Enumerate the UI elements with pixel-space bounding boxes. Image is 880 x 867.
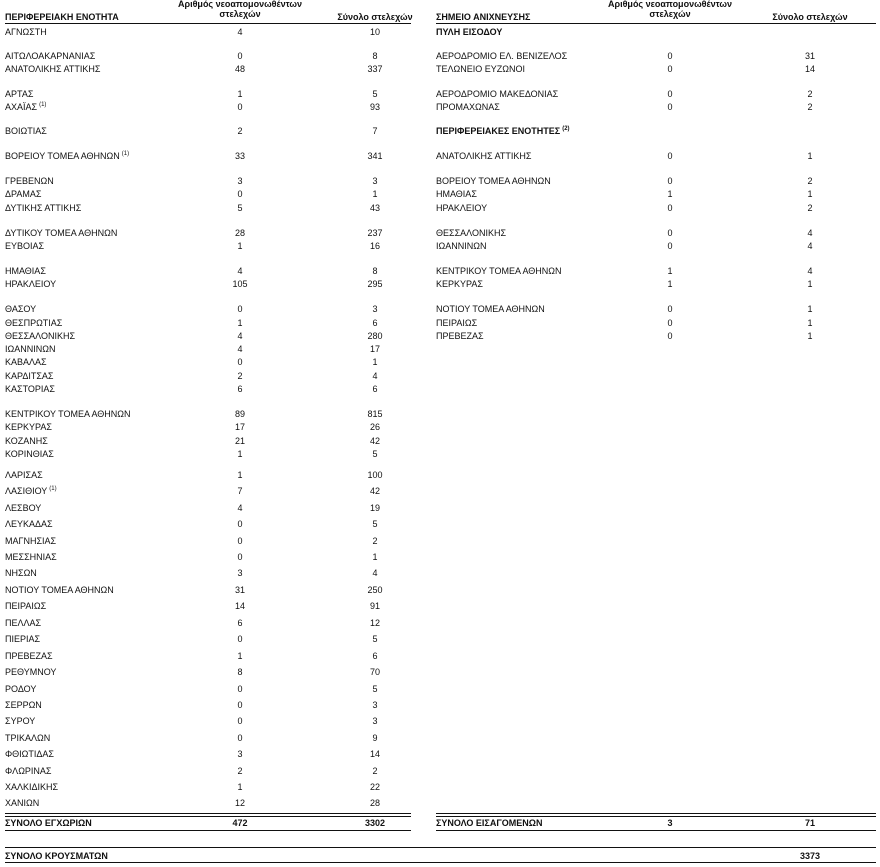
right-row-name [436,27,502,38]
left-row-total: 26 [369,422,380,432]
left-row-isolated: 105 [232,279,248,289]
left-row-isolated: 1 [237,782,243,792]
left-row-isolated: 0 [237,700,243,710]
left-total-rule [5,813,411,817]
left-row-name [5,536,56,547]
right-row-isolated: 0 [667,304,673,314]
left-row-total: 7 [372,126,378,136]
left-row-isolated: 0 [237,634,243,644]
right-row-total: 2 [807,176,813,186]
left-row-total: 280 [367,331,383,341]
row-label: ΗΡΑΚΛΕΙΟΥ [436,203,488,213]
left-row-name [5,126,47,137]
left-row-name [5,203,81,214]
left-row-total: 42 [369,486,380,496]
left-row-name [5,357,47,368]
row-label: ΒΟΙΩΤΙΑΣ [5,126,47,136]
row-label: ΑΕΡΟΔΡΟΜΙΟ ΜΑΚΕΔΟΝΙΑΣ [436,89,559,99]
right-row-name [436,228,506,239]
right-row-isolated: 0 [667,64,673,74]
left-row-name [5,470,43,481]
left-row-total: 17 [369,344,380,354]
row-label: ΝΟΤΙΟΥ ΤΟΜΕΑ ΑΘΗΝΩΝ [5,585,114,595]
left-row-isolated: 89 [234,409,245,419]
left-row-total: 8 [372,266,378,276]
left-row-name [5,667,56,678]
left-row-total: 22 [369,782,380,792]
left-row-total: 2 [372,766,378,776]
right-row-name [436,266,562,277]
row-label: ΑΧΑΪΑΣ [5,102,38,112]
left-row-isolated: 1 [237,318,243,328]
right-header-isolated-line2: στελεχών [649,8,691,19]
left-row-isolated: 31 [234,585,245,595]
right-header-rule [436,23,876,24]
right-row-name [436,189,477,200]
right-row-total: 14 [804,64,815,74]
left-row-name [5,766,52,777]
right-row-isolated: 0 [667,176,673,186]
left-row-total: 70 [369,667,380,677]
left-row-isolated: 2 [237,766,243,776]
left-row-isolated: 1 [237,651,243,661]
left-row-isolated: 3 [237,176,243,186]
left-row-name [5,318,62,329]
left-row-isolated: 6 [237,618,243,628]
left-row-total: 91 [369,601,380,611]
row-label: ΠΕΡΙΦΕΡΕΙΑΚΕΣ ΕΝΟΤΗΤΕΣ [436,126,561,136]
row-label: ΝΟΤΙΟΥ ΤΟΜΕΑ ΑΘΗΝΩΝ [436,304,545,314]
row-label: ΓΡΕΒΕΝΩΝ [5,176,54,186]
footnote-marker: (1) [39,102,47,108]
right-row-isolated: 0 [667,318,673,328]
left-row-isolated: 4 [237,344,243,354]
footnote-marker: (1) [121,151,130,157]
right-row-isolated: 1 [667,279,673,289]
right-header-isolated-line1: Αριθμός νεοαπομονωθέντων [608,0,732,9]
left-row-total: 5 [372,89,378,99]
grand-total-bottom-rule [5,862,876,863]
left-row-name [5,486,57,497]
right-row-isolated: 1 [667,266,673,276]
row-label: ΛΕΣΒΟΥ [5,503,42,513]
row-label: ΔΡΑΜΑΣ [5,189,42,199]
left-row-isolated: 8 [237,667,243,677]
left-row-total: 5 [372,684,378,694]
right-row-name [436,51,567,62]
left-row-isolated: 0 [237,102,243,112]
left-row-name [5,51,95,62]
left-row-isolated: 2 [237,126,243,136]
row-label: ΚΑΡΔΙΤΣΑΣ [5,371,54,381]
row-label: ΦΛΩΡΙΝΑΣ [5,766,52,776]
row-label: ΛΑΡΙΣΑΣ [5,470,43,480]
row-label: ΧΑΝΙΩΝ [5,798,40,808]
left-row-total: 6 [372,384,378,394]
row-label: ΤΡΙΚΑΛΩΝ [5,733,51,743]
left-row-total: 2 [372,536,378,546]
left-row-total: 341 [367,151,383,161]
left-row-isolated: 17 [234,422,245,432]
left-row-total: 3 [372,716,378,726]
left-row-isolated: 21 [234,436,245,446]
left-row-isolated: 14 [234,601,245,611]
left-row-isolated: 4 [237,27,243,37]
right-row-total: 1 [807,318,813,328]
left-row-total: 10 [369,27,380,37]
left-row-name [5,27,47,38]
left-row-name [5,436,48,447]
row-label: ΤΕΛΩΝΕΙΟ ΕΥΖΩΝΟΙ [436,64,525,74]
row-label: ΚΑΣΤΟΡΙΑΣ [5,384,55,394]
row-label: ΠΡΟΜΑΧΩΝΑΣ [436,102,500,112]
row-label: ΗΜΑΘΙΑΣ [5,266,46,276]
right-header-total: Σύνολο στελεχών [772,12,848,22]
row-label: ΛΑΣΙΘΙΟΥ [5,486,48,496]
right-row-isolated: 0 [667,331,673,341]
left-row-name [5,601,46,612]
left-row-name [5,241,44,252]
row-label: ΧΑΛΚΙΔΙΚΗΣ [5,782,59,792]
right-row-total: 1 [807,151,813,161]
left-row-isolated: 0 [237,51,243,61]
left-row-isolated: 0 [237,304,243,314]
left-header-isolated-line1: Αριθμός νεοαπομονωθέντων [178,0,302,9]
row-label: ΠΡΕΒΕΖΑΣ [436,331,484,341]
left-row-name [5,618,41,629]
footnote-marker: (1) [49,486,57,492]
left-row-total: 237 [367,228,383,238]
left-row-isolated: 3 [237,749,243,759]
right-total-total: 71 [804,818,815,828]
right-row-name [436,241,486,252]
left-row-isolated: 48 [234,64,245,74]
left-row-name [5,733,50,744]
row-label: ΑΡΤΑΣ [5,89,34,99]
left-row-total: 12 [369,618,380,628]
left-row-isolated: 0 [237,684,243,694]
row-label: ΚΕΡΚΥΡΑΣ [436,279,483,289]
row-label: ΔΥΤΙΚΟΥ ΤΟΜΕΑ ΑΘΗΝΩΝ [5,228,118,238]
right-row-name [436,279,483,290]
left-row-total: 93 [369,102,380,112]
row-label: ΒΟΡΕΙΟΥ ΤΟΜΕΑ ΑΘΗΝΩΝ [436,176,551,186]
right-row-total: 2 [807,203,813,213]
left-row-name [5,176,54,187]
left-row-name [5,64,101,75]
left-row-isolated: 0 [237,733,243,743]
left-row-name [5,684,36,695]
right-row-isolated: 0 [667,203,673,213]
row-label: ΚΑΒΑΛΑΣ [5,357,47,367]
right-total-isolated: 3 [667,818,673,828]
left-row-isolated: 0 [237,536,243,546]
row-label: ΕΥΒΟΙΑΣ [5,241,45,251]
left-row-isolated: 1 [237,241,243,251]
right-row-total: 31 [804,51,815,61]
right-row-total: 1 [807,331,813,341]
left-row-total: 8 [372,51,378,61]
row-label: ΚΕΝΤΡΙΚΟΥ ΤΟΜΕΑ ΑΘΗΝΩΝ [436,266,562,276]
left-row-name [5,449,54,460]
left-row-name [5,371,53,382]
grand-total-top-rule [5,847,876,848]
row-label: ΠΡΕΒΕΖΑΣ [5,651,53,661]
left-row-isolated: 4 [237,266,243,276]
left-row-isolated: 0 [237,357,243,367]
left-row-name [5,651,53,662]
left-row-total: 14 [369,749,380,759]
left-row-total: 42 [369,436,380,446]
right-row-total: 4 [807,266,813,276]
left-row-name [5,798,39,809]
left-row-name [5,503,41,514]
right-row-isolated: 1 [667,189,673,199]
right-row-isolated: 0 [667,51,673,61]
left-row-total: 9 [372,733,378,743]
left-row-name [5,700,42,711]
row-label: ΠΕΙΡΑΙΩΣ [436,318,478,328]
row-label: ΗΡΑΚΛΕΙΟΥ [5,279,57,289]
left-row-isolated: 0 [237,552,243,562]
row-label: ΣΕΡΡΩΝ [5,700,42,710]
right-row-name [436,151,532,162]
right-row-isolated: 0 [667,102,673,112]
row-label: ΑΓΝΩΣΤΗ [5,27,47,37]
left-row-name [5,552,57,563]
right-row-total: 4 [807,228,813,238]
left-row-name [5,634,40,645]
left-row-name [5,331,75,342]
footnote-marker: (2) [562,126,570,132]
left-total-total: 3302 [364,818,386,828]
row-label: ΠΥΛΗ ΕΙΣΟΔΟΥ [436,27,503,37]
right-row-name [436,331,484,342]
right-total-bottom-rule [436,830,876,831]
row-label: ΑΝΑΤΟΛΙΚΗΣ ΑΤΤΙΚΗΣ [436,151,532,161]
left-row-total: 3 [372,304,378,314]
left-row-total: 100 [367,470,383,480]
left-row-name [5,189,41,200]
row-label: ΦΘΙΩΤΙΔΑΣ [5,749,54,759]
row-label: ΑΙΤΩΛΟΑΚΑΡΝΑΝΙΑΣ [5,51,96,61]
left-row-isolated: 6 [237,384,243,394]
left-row-isolated: 12 [234,798,245,808]
left-row-isolated: 1 [237,470,243,480]
left-total-isolated: 472 [232,818,248,828]
left-header-region: ΠΕΡΙΦΕΡΕΙΑΚΗ ΕΝΟΤΗΤΑ [5,12,119,22]
left-row-total: 815 [367,409,383,419]
row-label: ΒΟΡΕΙΟΥ ΤΟΜΕΑ ΑΘΗΝΩΝ [5,151,120,161]
left-row-name [5,151,129,162]
left-row-total: 337 [367,64,383,74]
left-row-total: 6 [372,651,378,661]
right-row-name [436,102,500,113]
left-row-name [5,228,117,239]
right-row-total: 2 [807,102,813,112]
row-label: ΣΥΡΟΥ [5,716,36,726]
row-label: ΡΕΘΥΜΝΟΥ [5,667,57,677]
left-row-isolated: 1 [237,449,243,459]
left-row-name [5,716,35,727]
left-row-name [5,519,53,530]
right-row-name [436,64,525,75]
left-row-total: 43 [369,203,380,213]
left-row-total: 19 [369,503,380,513]
left-header-rule [5,23,411,24]
left-row-total: 3 [372,176,378,186]
left-row-name [5,344,55,355]
left-header-isolated [170,0,310,19]
left-row-name [5,422,52,433]
left-row-name [5,585,114,596]
left-row-name [5,102,46,113]
row-label: ΔΥΤΙΚΗΣ ΑΤΤΙΚΗΣ [5,203,82,213]
row-label: ΘΕΣΣΑΛΟΝΙΚΗΣ [5,331,76,341]
right-total-label: ΣΥΝΟΛΟ ΕΙΣΑΓΟΜΕΝΩΝ [436,818,543,828]
left-row-total: 250 [367,585,383,595]
left-row-isolated: 2 [237,371,243,381]
right-row-total: 4 [807,241,813,251]
right-row-total: 1 [807,189,813,199]
left-row-isolated: 1 [237,89,243,99]
left-header-total: Σύνολο στελεχών [337,12,413,22]
left-total-label: ΣΥΝΟΛΟ ΕΓΧΩΡΙΩΝ [5,818,92,828]
left-row-name [5,89,33,100]
left-row-isolated: 33 [234,151,245,161]
left-row-isolated: 28 [234,228,245,238]
left-row-isolated: 3 [237,568,243,578]
grand-total-value: 3373 [799,851,821,861]
row-label: ΝΗΣΩΝ [5,568,37,578]
right-total-rule [436,813,876,817]
row-label: ΙΩΑΝΝΙΝΩΝ [5,344,56,354]
row-label: ΘΕΣΣΑΛΟΝΙΚΗΣ [436,228,507,238]
row-label: ΡΟΔΟΥ [5,684,37,694]
left-row-total: 1 [372,552,378,562]
right-row-name [436,176,551,187]
left-row-name [5,384,55,395]
right-row-name [436,89,558,100]
right-header-point: ΣΗΜΕΙΟ ΑΝΙΧΝΕΥΣΗΣ [436,12,531,22]
right-row-total: 2 [807,89,813,99]
right-row-name [436,318,477,329]
right-header-isolated [600,0,740,19]
left-row-total: 28 [369,798,380,808]
left-row-total: 5 [372,634,378,644]
left-row-total: 1 [372,189,378,199]
grand-total-label: ΣΥΝΟΛΟ ΚΡΟΥΣΜΑΤΩΝ [5,851,108,861]
left-row-name [5,782,58,793]
right-row-name [436,203,487,214]
row-label: ΛΕΥΚΑΔΑΣ [5,519,53,529]
left-row-total: 5 [372,449,378,459]
left-row-name [5,266,46,277]
left-row-isolated: 4 [237,331,243,341]
left-row-total: 1 [372,357,378,367]
row-label: ΜΕΣΣΗΝΙΑΣ [5,552,57,562]
row-label: ΚΕΡΚΥΡΑΣ [5,422,52,432]
row-label: ΠΕΛΛΑΣ [5,618,42,628]
right-row-isolated: 0 [667,89,673,99]
row-label: ΘΕΣΠΡΩΤΙΑΣ [5,318,63,328]
row-label: ΠΕΙΡΑΙΩΣ [5,601,47,611]
left-row-isolated: 0 [237,519,243,529]
row-label: ΑΕΡΟΔΡΟΜΙΟ ΕΛ. ΒΕΝΙΖΕΛΟΣ [436,51,568,61]
left-row-name [5,279,56,290]
left-row-total: 4 [372,371,378,381]
left-row-isolated: 0 [237,716,243,726]
right-row-name [436,304,545,315]
row-label: ΚΟΖΑΝΗΣ [5,436,48,446]
left-row-total: 16 [369,241,380,251]
left-row-total: 3 [372,700,378,710]
left-row-name [5,409,131,420]
left-row-isolated: 0 [237,189,243,199]
left-row-name [5,304,36,315]
row-label: ΚΕΝΤΡΙΚΟΥ ΤΟΜΕΑ ΑΘΗΝΩΝ [5,409,131,419]
row-label: ΘΑΣΟΥ [5,304,37,314]
left-row-name [5,568,37,579]
right-row-name [436,126,570,137]
row-label: ΠΙΕΡΙΑΣ [5,634,41,644]
right-row-total: 1 [807,304,813,314]
left-row-name [5,749,54,760]
right-row-isolated: 0 [667,151,673,161]
left-total-bottom-rule [5,830,411,831]
row-label: ΚΟΡΙΝΘΙΑΣ [5,449,54,459]
row-label: ΙΩΑΝΝΙΝΩΝ [436,241,487,251]
right-row-isolated: 0 [667,241,673,251]
row-label: ΑΝΑΤΟΛΙΚΗΣ ΑΤΤΙΚΗΣ [5,64,101,74]
left-header-isolated-line2: στελεχών [219,8,261,19]
right-row-isolated: 0 [667,228,673,238]
row-label: ΜΑΓΝΗΣΙΑΣ [5,536,57,546]
left-row-total: 6 [372,318,378,328]
left-row-isolated: 5 [237,203,243,213]
left-row-total: 5 [372,519,378,529]
left-row-total: 295 [367,279,383,289]
left-row-isolated: 4 [237,503,243,513]
left-row-total: 4 [372,568,378,578]
right-row-total: 1 [807,279,813,289]
left-row-isolated: 7 [237,486,243,496]
row-label: ΗΜΑΘΙΑΣ [436,189,477,199]
